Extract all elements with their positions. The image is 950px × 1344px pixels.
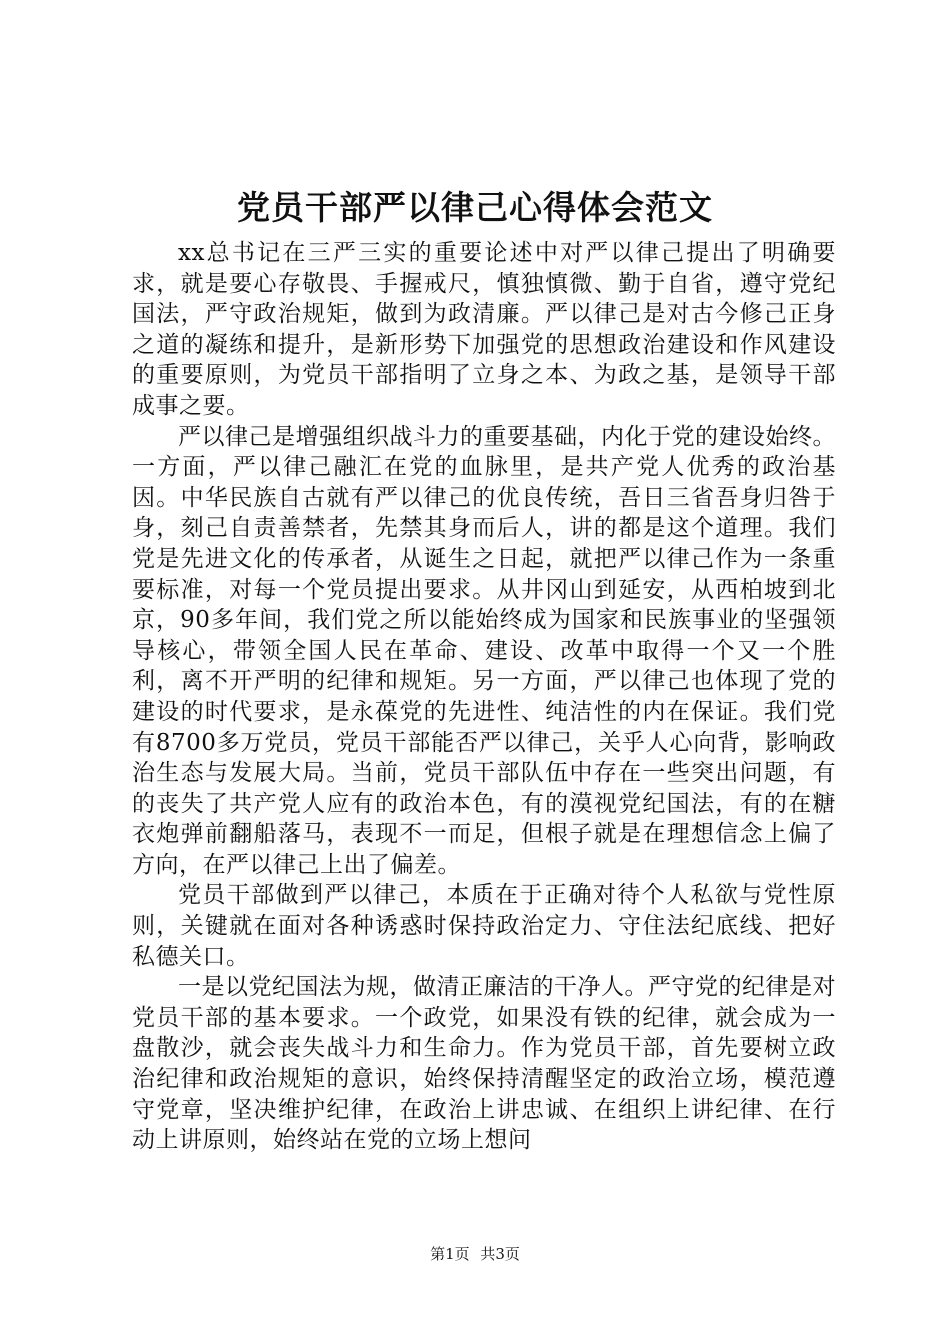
page-number: 第1页 xyxy=(430,1245,470,1263)
paragraph-2: 严以律己是增强组织战斗力的重要基础，内化于党的建设始终。一方面，严以律己融汇在党的血脉里，是共产党人优秀的政治基因。中华民族自古就有严以律己的优良传统，吾日三省吾身归咎于身，刻己自责善禁者，先禁其身而后人，讲的都是这个道理。我们党是先进文化的传承者，从诞生之日起，就把严以律己作为一条重要标准，对每一个党员提出要求。从井冈山到延安，从西柏坡到北京，90多年间，我们党之所以能始终成为国家和民族事业的坚强领导核心，带领全国人民在革命、建设、改革中取得一个又一个胜利，离不开严明的纪律和规矩。另一方面，严以律己也体现了党的建设的时代要求，是永葆党的先进性、纯洁性的内在保证。我们党有8700多万党员，党员干部能否严以律己，关乎人心向背，影响政治生态与发展大局。当前，党员干部队伍中存在一些突出问题，有的丧失了共产党人应有的政治本色，有的漠视党纪国法，有的在糖衣炮弹前翻船落马，表现不一而足，但根子就是在理想信念上偏了方向，在严以律己上出了偏差。 xyxy=(132,423,836,878)
page-footer xyxy=(0,1244,950,1264)
paragraph-1: xx总书记在三严三实的重要论述中对严以律己提出了明确要求，就是要心存敬畏、手握戒尺，慎独慎微、勤于自省，遵守党纪国法，严守政治规矩，做到为政清廉。严以律己是对古今修己正身之道的凝练和提升，是新形势下加强党的思想政治建设和作风建设的重要原则，为党员干部指明了立身之本、为政之基，是领导干部成事之要。 xyxy=(132,240,836,419)
document-body xyxy=(132,238,836,1156)
paragraph-4: 一是以党纪国法为规，做清正廉洁的干净人。严守党的纪律是对党员干部的基本要求。一个政党，如果没有铁的纪律，就会成为一盘散沙，就会丧失战斗力和生命力。作为党员干部，首先要树立政治纪律和政治规矩的意识，始终保持清醒坚定的政治立场，模范遵守党章，坚决维护纪律，在政治上讲忠诚、在组织上讲纪律、在行动上讲原则，始终站在党的立场上想问 xyxy=(132,974,836,1154)
paragraph-3: 党员干部做到严以律己，本质在于正确对待个人私欲与党性原则，关键就在面对各种诱惑时保持政治定力、守住法纪底线、把好私德关口。 xyxy=(132,882,836,970)
document-title: 党员干部严以律己心得体会范文 xyxy=(237,188,713,227)
page-total: 共3页 xyxy=(480,1245,520,1263)
